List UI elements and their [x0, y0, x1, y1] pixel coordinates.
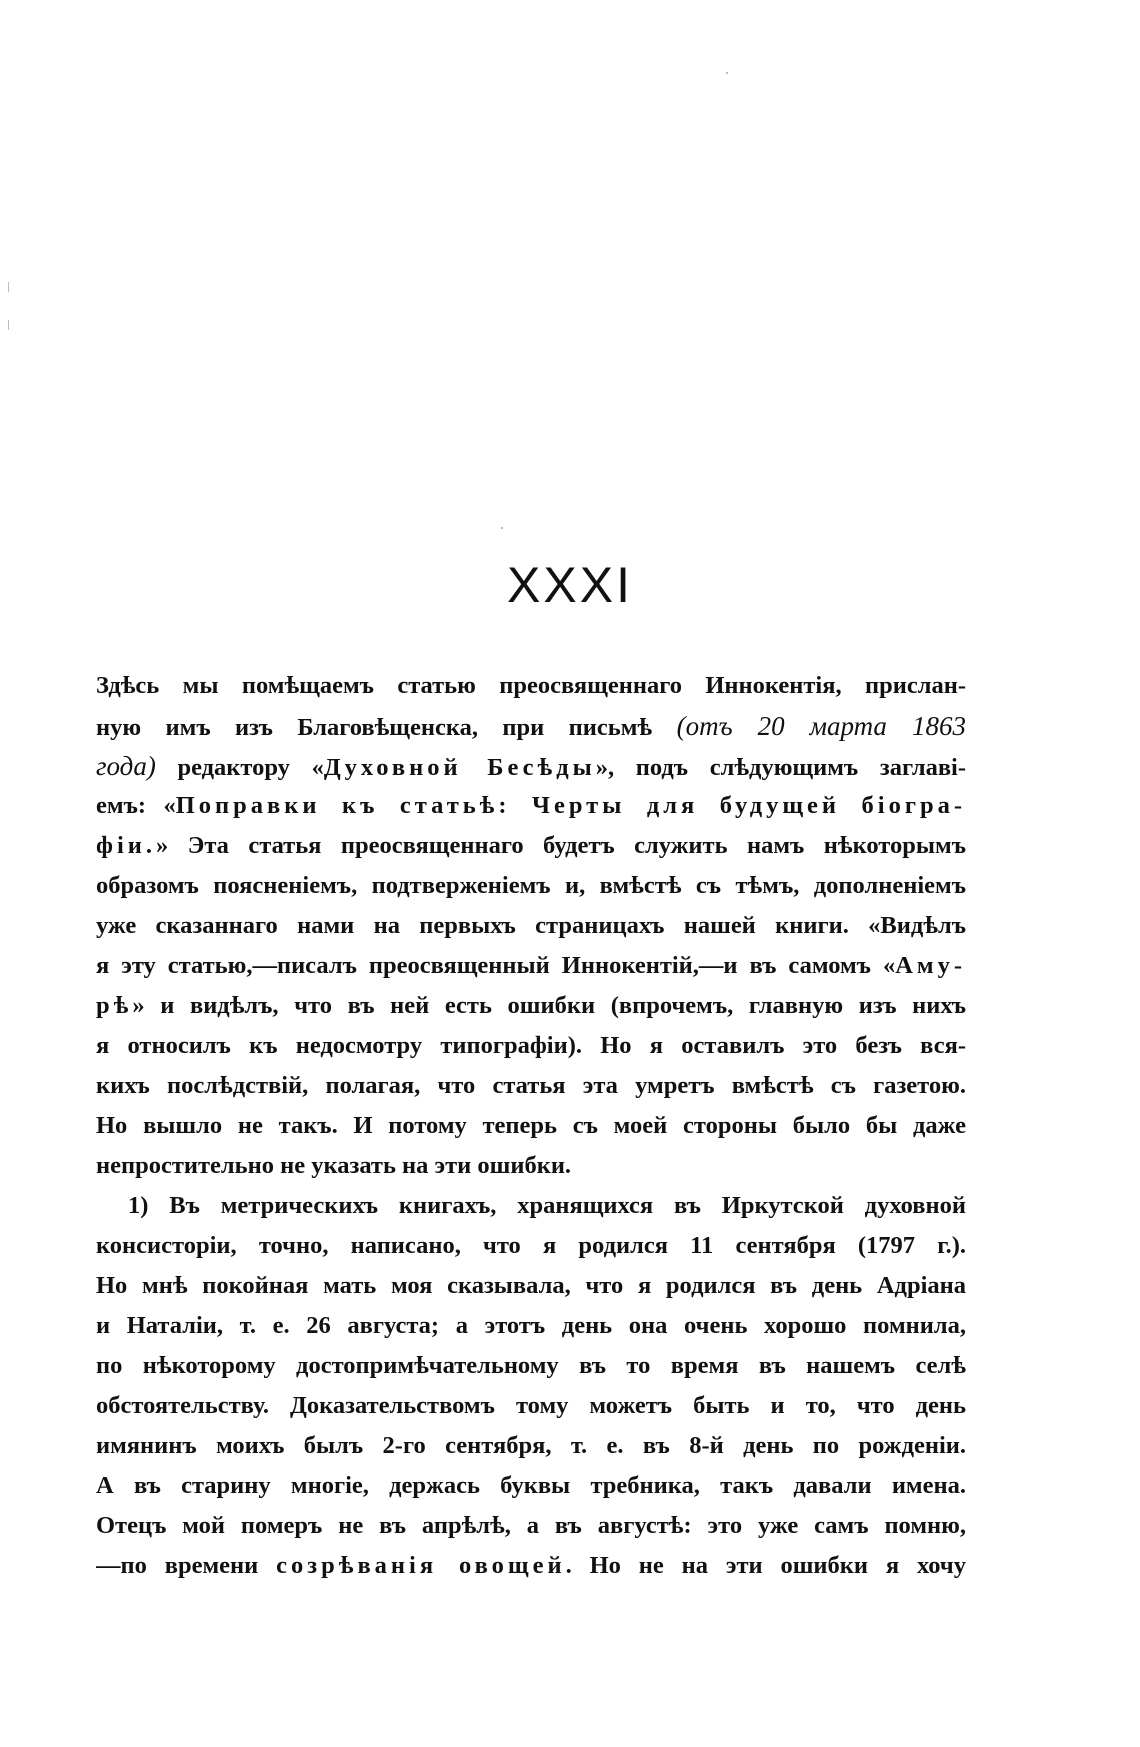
- body-text: [96, 666, 966, 1586]
- text-line: [96, 1186, 966, 1226]
- text-run: емъ: «: [96, 792, 176, 819]
- page-speck: [501, 527, 503, 529]
- text-line: [96, 946, 966, 986]
- scan-margin-mark: [8, 320, 9, 330]
- text-run: ную имъ изъ Благовѣщенска, при письмѣ: [96, 714, 677, 741]
- newspaper-title-spaced: рѣ: [96, 992, 133, 1019]
- text-run: Но вышло не такъ. И потому теперь съ моей стороны было бы даже: [96, 1112, 966, 1139]
- letter-date-italic: (отъ 20 марта 1863: [676, 711, 966, 741]
- text-line: [96, 1546, 966, 1586]
- text-run: образомъ поясненіемъ, подтверженіемъ и, вмѣстѣ съ тѣмъ, дополненіемъ: [96, 872, 966, 899]
- text-run: непростительно не указать на эти ошибки.: [96, 1152, 572, 1179]
- newspaper-title-spaced: Аму-: [895, 952, 966, 979]
- journal-title-spaced: Духовной Бесѣды: [323, 754, 596, 781]
- text-run: Но мнѣ покойная мать моя сказывала, что я родился въ день Адріана: [96, 1272, 966, 1299]
- text-run: Отецъ мой померъ не въ апрѣлѣ, а въ августѣ: это уже самъ помню,: [96, 1512, 966, 1539]
- text-run: и Наталіи, т. е. 26 августа; а этотъ день она очень хорошо помнила,: [96, 1312, 966, 1339]
- page-speck: [726, 72, 728, 74]
- article-title-spaced: фіи.: [96, 832, 156, 859]
- chapter-heading: XXXI: [507, 557, 633, 613]
- text-line: [96, 786, 966, 826]
- text-run: я относилъ къ недосмотру типографіи). Но я оставилъ это безъ вся-: [96, 1032, 966, 1059]
- article-title-spaced: Поправки къ статьѣ: Черты для будущей біогра-: [175, 792, 966, 819]
- text-run: консисторіи, точно, написано, что я родился 11 сентября (1797 г.).: [96, 1232, 966, 1259]
- text-line: [96, 826, 966, 866]
- text-run: —по времени: [96, 1552, 277, 1579]
- text-line: [96, 666, 966, 706]
- text-run: . Но не на эти ошибки я хочу: [565, 1552, 966, 1579]
- text-line: [96, 1266, 966, 1306]
- text-line: [96, 1306, 966, 1346]
- text-line: [96, 1506, 966, 1546]
- text-run: по нѣкоторому достопримѣчательному въ то время въ нашемъ селѣ: [96, 1352, 966, 1379]
- scan-margin-mark: [8, 282, 9, 292]
- text-line: [96, 746, 966, 786]
- paragraph: [96, 666, 966, 1186]
- text-run: имянинъ моихъ былъ 2-го сентября, т. е. въ 8-й день по рожденіи.: [96, 1432, 966, 1459]
- text-line: [96, 1026, 966, 1066]
- text-run: » Эта статья преосвященнаго будетъ служить намъ нѣкоторымъ: [156, 832, 966, 859]
- text-run: А въ старину многіе, держась буквы требника, такъ давали имена.: [96, 1472, 966, 1499]
- text-run: » и видѣлъ, что въ ней есть ошибки (впрочемъ, главную изъ нихъ: [132, 992, 966, 1019]
- text-run: обстоятельству. Доказательствомъ тому можетъ быть и то, что день: [96, 1392, 966, 1419]
- text-line: [96, 986, 966, 1026]
- text-line: [96, 1346, 966, 1386]
- paragraph: [96, 1186, 966, 1586]
- text-run: 1) Въ метрическихъ книгахъ, хранящихся въ Иркутской духовной: [128, 1192, 966, 1219]
- text-run: я эту статью,—писалъ преосвященный Иннокентій,—и въ самомъ «: [96, 952, 896, 979]
- text-run: уже сказаннаго нами на первыхъ страницахъ нашей книги. «Видѣлъ: [96, 912, 966, 939]
- text-line: [96, 1466, 966, 1506]
- text-line: [96, 706, 966, 746]
- text-line: [96, 906, 966, 946]
- text-run: Здѣсь мы помѣщаемъ статью преосвященнаго Иннокентія, прислан-: [96, 672, 966, 699]
- text-line: [96, 866, 966, 906]
- emphasis-spaced: созрѣванія овощей: [276, 1552, 566, 1579]
- text-run: кихъ послѣдствій, полагая, что статья эта умретъ вмѣстѣ съ газетою.: [96, 1072, 966, 1099]
- text-run: », подъ слѣдующимъ заглаві-: [595, 754, 966, 781]
- text-line: [96, 1106, 966, 1146]
- text-run: редактору «: [155, 754, 324, 781]
- text-line: [96, 1146, 966, 1186]
- text-line: [96, 1226, 966, 1266]
- letter-date-italic: года): [96, 751, 156, 781]
- text-line: [96, 1426, 966, 1466]
- text-line: [96, 1066, 966, 1106]
- text-line: [96, 1386, 966, 1426]
